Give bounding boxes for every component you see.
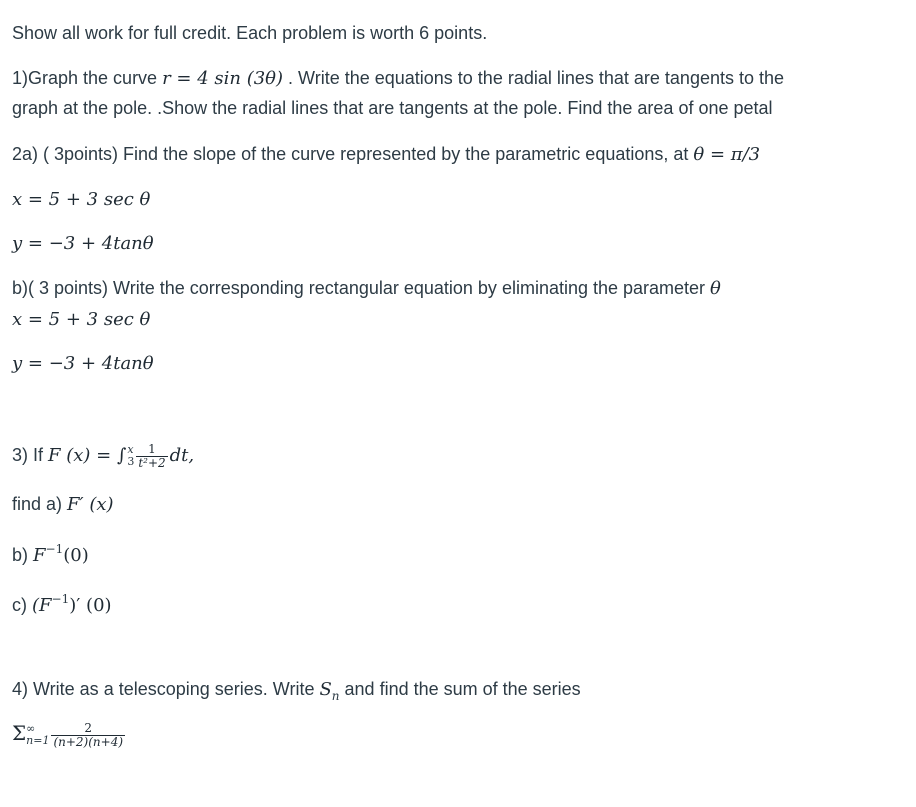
- summation-upper-limit: ∞: [26, 722, 36, 736]
- part-c-inverse-exponent: −1: [51, 592, 70, 606]
- summation-sign: Σ: [12, 721, 27, 745]
- integrand-fraction: [136, 443, 167, 470]
- problem-3-definition: [12, 438, 194, 473]
- problem-1-text-c: graph at the pole. .Show the radial lines that are tangents at the pole. Find the area of one petal: [12, 98, 773, 118]
- problem-2b-equation-y: [12, 351, 154, 376]
- problem-2b-theta: θ: [710, 278, 721, 299]
- part-b-inverse-exponent: −1: [45, 542, 64, 556]
- part-a-expression: F′ (x): [67, 494, 114, 515]
- instructions-text: Show all work for full credit. Each problem is worth 6 points.: [12, 23, 488, 43]
- problem-2b-text: b)( 3 points) Write the corresponding rectangular equation by eliminating the parameter: [12, 278, 711, 298]
- part-b-argument: (0): [63, 545, 89, 566]
- problem-2a-text: 2a) ( 3points) Find the slope of the curve represented by the parametric equations, at: [12, 144, 694, 164]
- problem-2a-equation-y: [12, 231, 154, 256]
- integrand-denominator: t²+2: [138, 455, 166, 470]
- problem-2a-theta-value: θ = π/3: [693, 144, 761, 165]
- problem-1-equation: r = 4 sin (3θ): [162, 68, 284, 89]
- problem-4-text-a: 4) Write as a telescoping series. Write: [12, 679, 320, 699]
- part-b-function: F: [33, 545, 46, 566]
- problem-4-series: [12, 715, 127, 752]
- partial-sum-symbol: S: [319, 679, 332, 700]
- problem-3-lead: 3) If: [12, 445, 49, 465]
- summation-limits: [26, 723, 49, 747]
- equation-y: y = −3 + 4tanθ: [12, 233, 154, 254]
- integral-function: F (x) = ∫: [48, 445, 127, 466]
- equation-y: y = −3 + 4tanθ: [12, 353, 154, 374]
- problem-1-line-2: [12, 96, 773, 120]
- problem-4-text-b: and find the sum of the series: [339, 679, 581, 699]
- part-c-derivative-argument: )′ (0): [69, 595, 112, 616]
- series-term-fraction: [51, 722, 125, 749]
- integral-limits: [127, 444, 134, 468]
- problem-3-part-a: [12, 492, 114, 517]
- summation-lower-limit: n=1: [26, 734, 50, 748]
- problem-2a-prompt: [12, 142, 760, 167]
- problem-3-part-b: [12, 537, 89, 568]
- problem-1-text-b: . Write the equations to the radial lines that are tangents to the: [283, 68, 785, 88]
- integral-upper-limit: x: [127, 443, 134, 457]
- problem-3-part-c: [12, 587, 112, 618]
- integral-differential: dt,: [169, 445, 195, 466]
- equation-x: x = 5 + 3 sec θ: [12, 309, 151, 330]
- part-a-label: find a): [12, 494, 68, 514]
- problem-2b-equation-x: [12, 307, 150, 332]
- problem-1-line-1: [12, 66, 784, 91]
- integral-lower-limit: 3: [127, 455, 135, 469]
- series-term-denominator: (n+2)(n+4): [53, 734, 124, 749]
- part-b-label: b): [12, 545, 34, 565]
- part-c-label: c): [12, 595, 32, 615]
- part-c-function: (F: [32, 595, 52, 616]
- partial-sum-index: n: [331, 689, 340, 703]
- problem-1-text-a: 1)Graph the curve: [12, 68, 163, 88]
- problem-4-prompt: [12, 677, 581, 708]
- problem-2a-equation-x: [12, 187, 150, 212]
- instructions: [12, 21, 487, 45]
- problem-2b-prompt: [12, 276, 721, 301]
- equation-x: x = 5 + 3 sec θ: [12, 189, 151, 210]
- series-term-numerator: 2: [51, 722, 125, 736]
- integrand-numerator: 1: [136, 443, 167, 457]
